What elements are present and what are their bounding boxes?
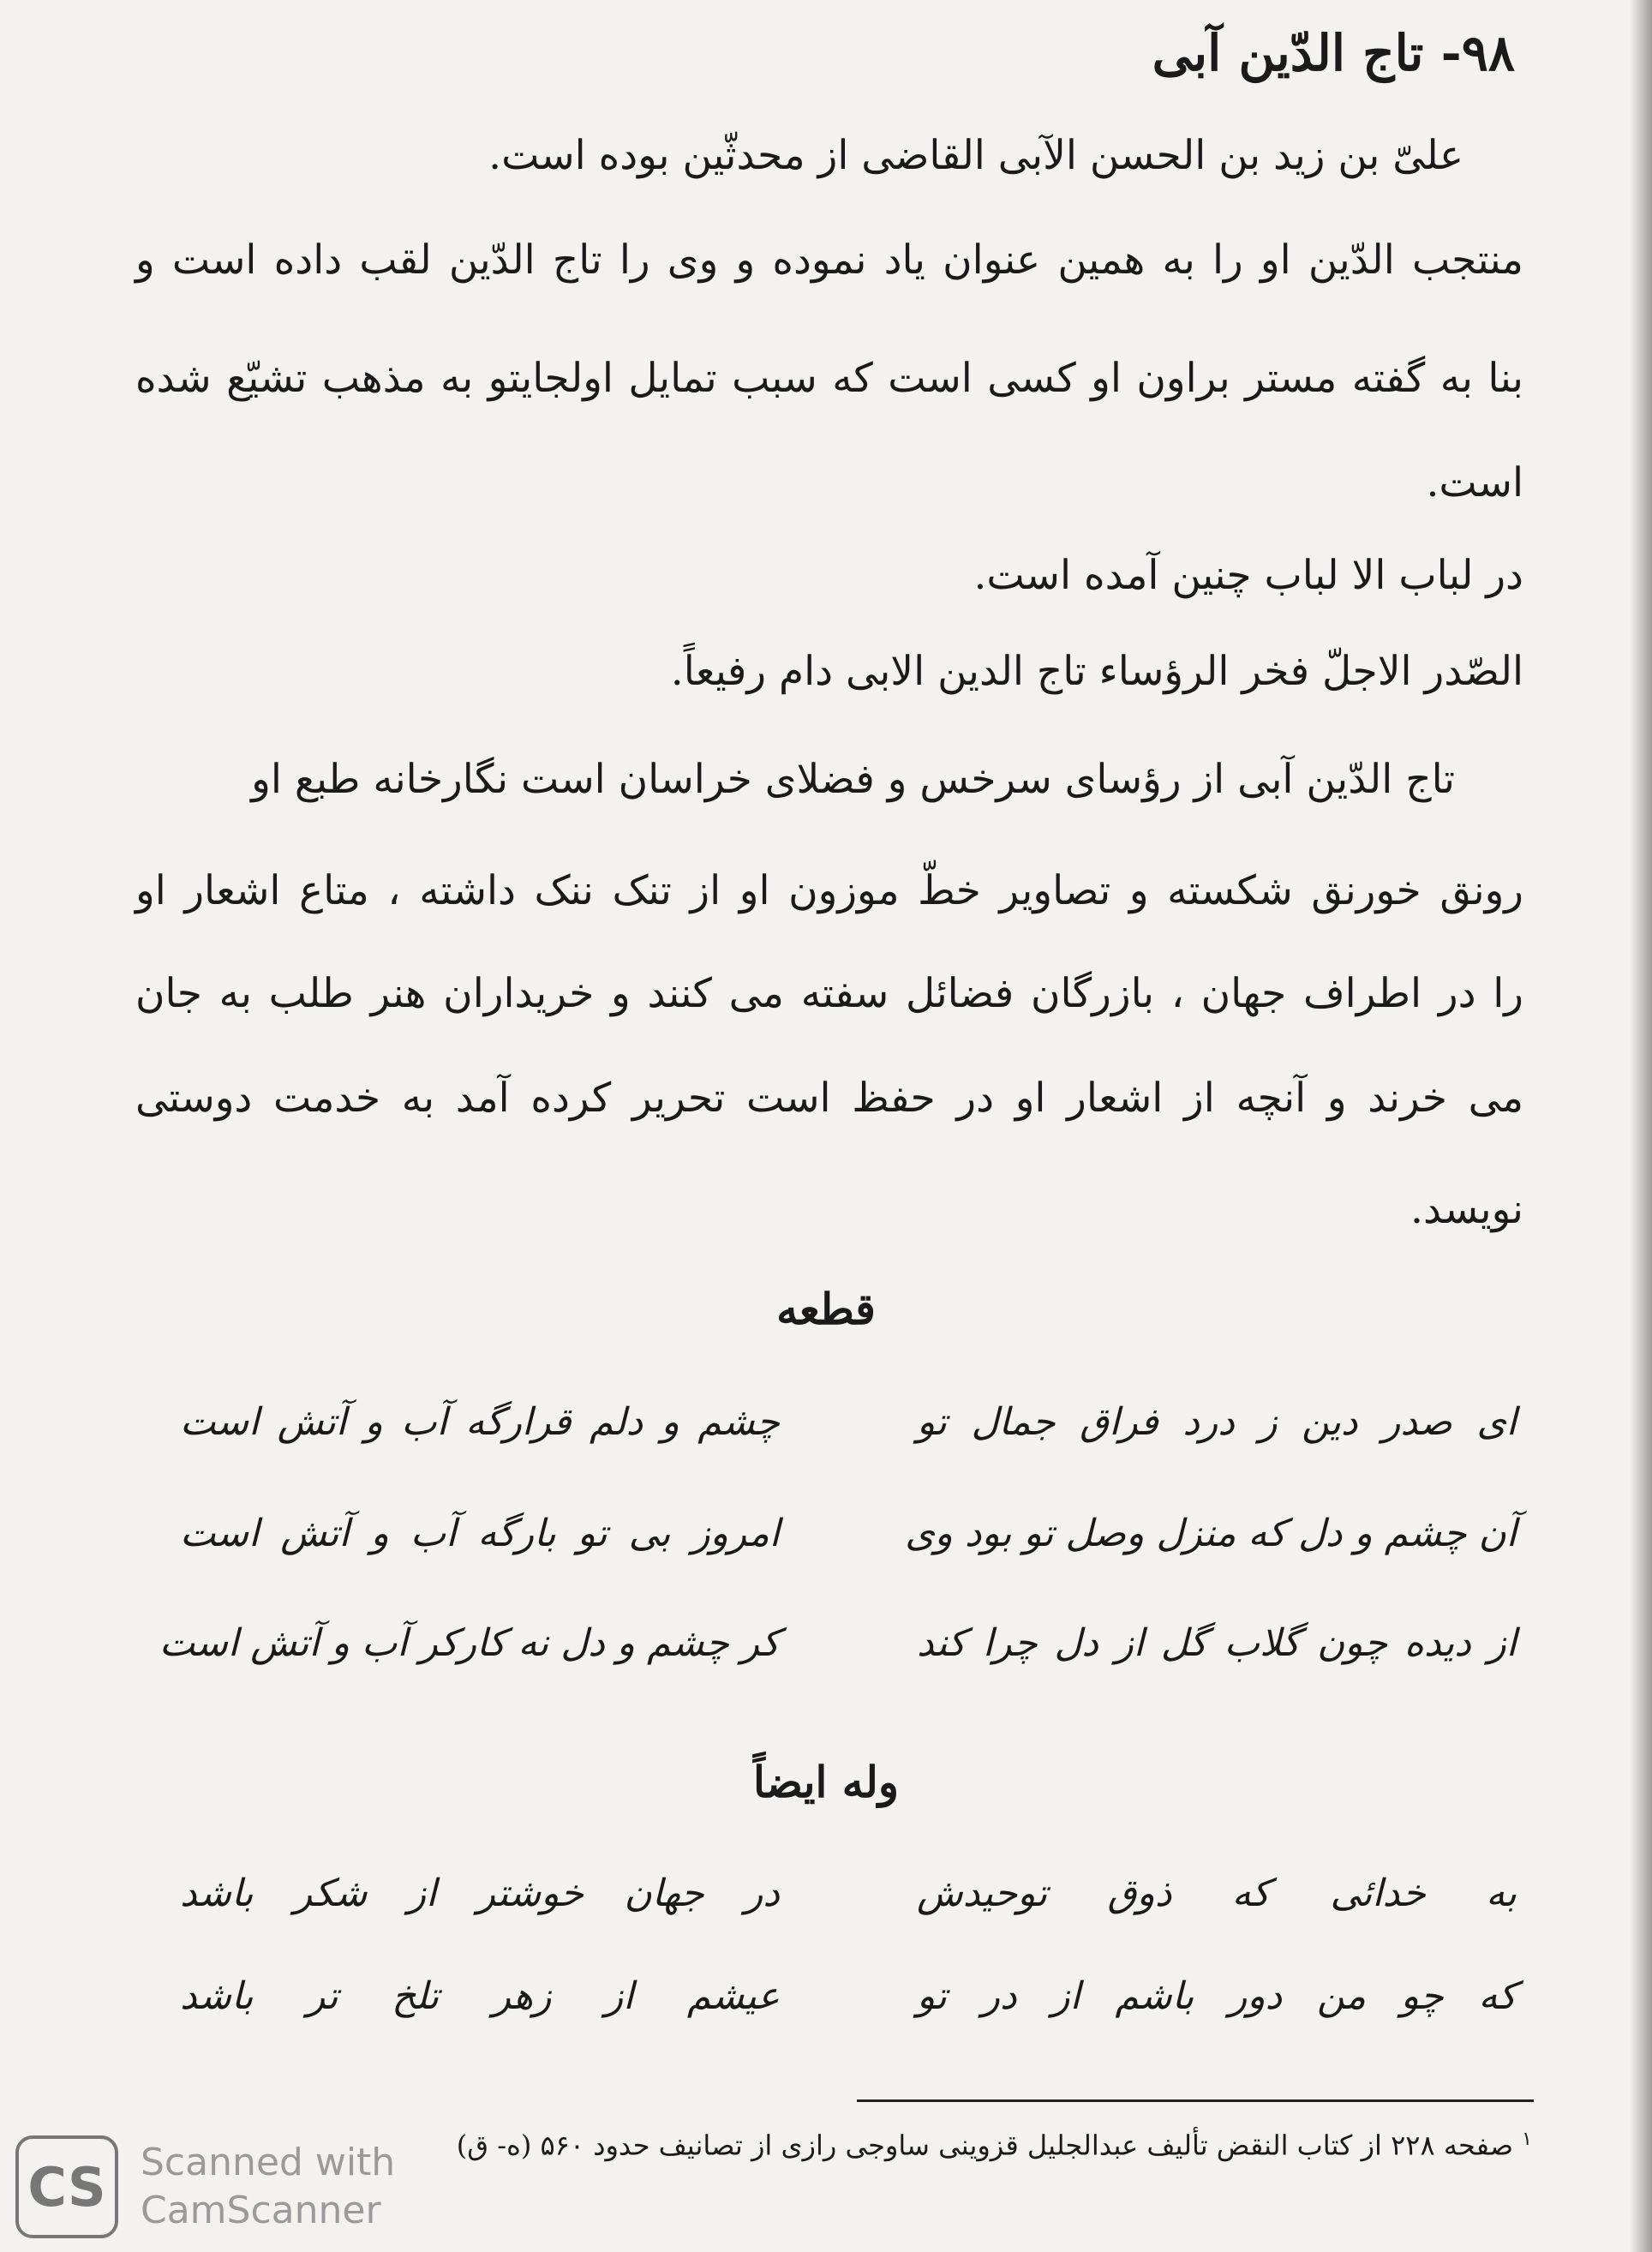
camscanner-logo-icon: CS [15,2135,118,2238]
verse-row [163,1500,1517,1568]
footnote-divider [857,2099,1534,2102]
page-edge-shadow [1630,0,1652,2252]
entry-heading: ۹۸- تاج الدّین آبی [1152,24,1515,82]
verse-first-hemistich: که چو من دور باشم از در تو [917,1974,1517,2018]
verse-second-hemistich: کر چشم و دل نه کارکر آب و آتش است [159,1621,780,1665]
verse-first-hemistich: آن چشم و دل که منزل وصل تو بود وی [905,1512,1517,1555]
paragraph-line: را در اطراف جهان ، بازرگان فضائل سفته می کنند و خریداران هنر طلب به جان [135,970,1523,1017]
verse-row [159,1609,1517,1678]
paragraph-line: نویسد. [1410,1186,1523,1233]
verse-first-hemistich: ای صدر دین ز درد فراق جمال تو [917,1400,1517,1444]
verse-second-hemistich: عیشم از زهر تلخ تر باشد [180,1974,780,2018]
footnote [247,2118,1532,2167]
footnote-text: صفحه ۲۲۸ از کتاب النقض تألیف عبدالجلیل قزوینی ساوجی رازی از تصانیف حدود ۵۶۰ (ه- ق) [456,2129,1513,2162]
paragraph-line: در لباب الا لباب چنین آمده است. [973,552,1523,599]
watermark-line: CamScanner [141,2189,381,2232]
poem-title: وله ایضاً [753,1757,899,1807]
paragraph-line: می خرند و آنچه از اشعار او در حفظ است تحریر کرده آمد به خدمت دوستی [135,1075,1523,1122]
verse-row [163,1860,1517,1928]
scanner-watermark [141,2139,395,2235]
paragraph-line: علیّ بن زید بن الحسن الآبی القاضی از محدثّین بوده است. [488,132,1463,179]
paragraph-line: الصّدر الاجلّ فخر الرؤساء تاج الدین الابی دام رفیعاً. [670,648,1523,695]
watermark-line: Scanned with [141,2141,396,2184]
verse-first-hemistich: به خدائی که ذوق توحیدش [917,1872,1517,1915]
footnote-marker: ۱ [1522,2129,1532,2150]
paragraph-line: تاج الدّین آبی از رؤسای سرخس و فضلای خراسان است نگارخانه طبع او [251,756,1455,803]
verse-row [163,1962,1517,2031]
verse-second-hemistich: در جهان خوشتر از شکر باشد [180,1872,780,1915]
paragraph-line: است. [1426,459,1523,506]
paragraph-line: رونق خورنق شکسته و تصاویر خطّ موزون او از تنک ننک داشته ، متاع اشعار او [135,867,1523,914]
poem-title: قطعه [776,1284,876,1334]
verse-second-hemistich: امروز بی تو بارگه آب و آتش است [180,1512,780,1555]
paragraph-line: منتجب الدّین او را به همین عنوان یاد نموده و وی را تاج الدّین لقب داده است و [135,237,1523,284]
paragraph-line: بنا به گفته مستر براون او کسی است که سبب تمایل اولجایتو به مذهب تشیّع شده [135,355,1523,402]
verse-first-hemistich: از دیده چون گلاب گل از دل چرا کند [917,1621,1517,1665]
verse-second-hemistich: چشم و دلم قرارگه آب و آتش است [180,1400,780,1444]
verse-row [163,1388,1517,1457]
